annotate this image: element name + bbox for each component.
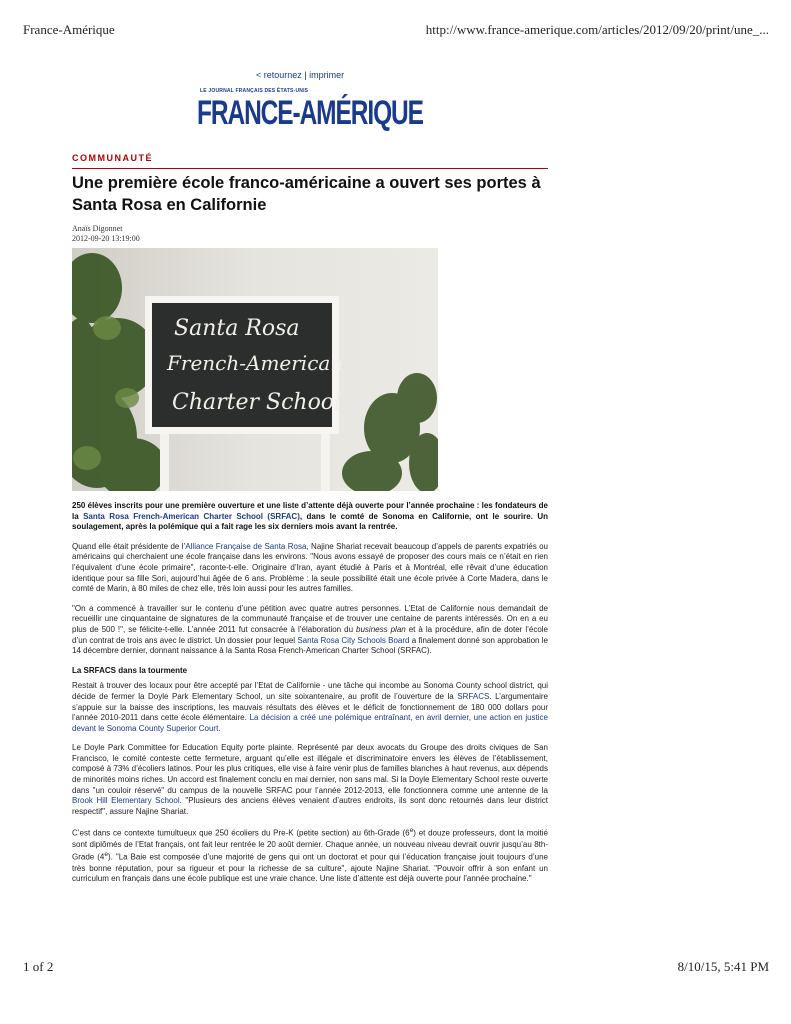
link-city-schools-board[interactable]: Santa Rosa City Schools Board (297, 635, 410, 645)
article-subhead: La SRFACS dans la tourmente (72, 665, 188, 675)
masthead-tagline: LE JOURNAL FRANÇAIS DES ÉTATS-UNIS (200, 88, 309, 94)
nav-separator: | (304, 70, 307, 80)
link-alliance-francaise[interactable]: Alliance Française de Santa Rosa (185, 541, 307, 551)
link-srfacs[interactable]: SRFACS (457, 691, 490, 701)
photo-illustration (72, 248, 438, 491)
masthead-wordmark: FRANCE-AMÉRIQUE (197, 94, 423, 132)
paragraph-1: Quand elle était présidente de l’Alliance Française de Santa Rosa, Najine Shariat recevait beaucoup d’appels de parents expatriés ou américains qui cherchaient une école française dans les environs. "Nous avons essayé de proposer des cours mais ce n’était en rien l’équivalent d’une école primaire", raconte-t-elle. Originaire d’Iran, ayant étudié à Paris et à Montréal, elle rêvait d’une éducation identique pour sa fille Sori, aujourd’hui âgée de 6 ans. Problème : la seule possibilité était une école privée à Corte Madera, dans le comté de Marin, à 80 miles de chez elle, très loin aussi pour les autres familles. (72, 541, 548, 594)
print-link[interactable]: imprimer (309, 70, 345, 80)
print-footer-datetime: 8/10/15, 5:41 PM (677, 959, 769, 974)
paragraph-5: C’est dans ce contexte tumultueux que 250 écoliers du Pre-K (petite section) au 6th-Grade (6e) et douze professeurs, dont la moitié sont diplômés de l’Etat français, ont fait leur rentrée le 20 août dernier. Chaque année, un nouveau niveau devrait ouvrir jusqu’au 8th-Grade (4e). "La Baie est composée d’une majorité de gens qui ont un doctorat et pour qui l’éducation française jouit toujours d’une très bonne réputation, pour sa rigueur et pour la richesse de sa culture", ajoute Najine Shariat. "Pouvoir offrir à son enfant un curriculum en français dans une école publique est une vraie chance. Une liste d’attente est déjà ouverte pour l’année prochaine." (72, 827, 549, 884)
article-date: 2012-09-20 13:19:00 (72, 234, 140, 243)
link-srfac[interactable]: Santa Rosa French-American Charter School (SRFAC) (83, 511, 300, 521)
link-brook-hill[interactable]: Brook Hill Elementary School (72, 796, 180, 806)
article-title: Une première école franco-américaine a ouvert ses portes à Santa Rosa en Californie (72, 174, 541, 214)
article-lead: 250 élèves inscrits pour une première ouverture et une liste d’attente déjà ouverte pour l’année prochaine : les fondateurs de la Santa Rosa French-American Charter School (SRFAC), dans le comté de Sonoma en Californie, ont le sourire. Un soulagement, après la polémique qui a fait rage les six derniers mois avant la rentrée. (72, 501, 549, 532)
article-photo (72, 248, 438, 491)
article-body (72, 501, 548, 894)
svg-text:Santa Rosa: Santa Rosa (174, 316, 300, 341)
back-link[interactable]: < retournez (256, 70, 302, 80)
print-header-url: http://www.france-amerique.com/articles/2012/09/20/print/une_... (425, 22, 769, 37)
section-header (72, 148, 548, 169)
paragraph-2: "On a commencé à travailler sur le contenu d’une pétition avec quatre autres personnes. L’Etat de Californie nous demandait de recueillir une cinquantaine de signatures de la communauté française et de trouver une centaine de parents intéressés. On en a eu plus de 500 !", se félicite-t-elle. L’année 2011 fut consacrée à l’élaboration du business plan et à la procédure, afin de doter l’école d’un contrat de trois ans avec le district. Un dossier pour lequel Santa Rosa City Schools Board a finalement donné son approbation le 14 décembre dernier, donnant naissance à la Santa Rosa French-American Charter School (SRFAC). (72, 603, 549, 656)
link-lawsuit[interactable]: La décision a créé une polémique entraînant, en avril dernier, une action en justice devant le Sonoma County Superior Court. (72, 713, 549, 733)
paragraph-4: Le Doyle Park Committee for Education Equity porte plainte. Représenté par deux avocats du Groupe des droits civiques de San Francisco, le comité conteste cette fermeture, arguant qu’elle est illégale et discriminatoire envers les élèves de l’établissement, composé à 73% d’écoliers latinos. Pour les plus critiques, elle vise à faire venir plus de familles blanches à haut revenus, aux dépends de minorités moins riches. Un accord est finalement conclu en mai dernier, non sans mal. Si la Doyle Elementary School reste ouverte dans "un couloir réservé" du campus de la nouvelle SRFAC pour l’année 2012-2013, elle fonctionnera comme une antenne de la Brook Hill Elementary School. "Plusieurs des anciens élèves venaient d’autres endroits, ils sont donc retournés dans leur district respectif", assure Najine Shariat. (72, 743, 548, 816)
paragraph-3: Restait à trouver des locaux pour être accepté par l’Etat de Californie - une tâche qui incombe au Sonoma County school district, qui décide de fermer la Doyle Park Elementary School, un site soixantenaire, au profit de l’ouverture de la SRFACS. L’argumentaire s’appuie sur la baisse des inscriptions, les mauvais résultats des élèves et le déficit de fonctionnement de 180 000 dollars pour l’année 2010-2011 dans cette école élémentaire. La décision a créé une polémique entraînant, en avril dernier, une action en justice devant le Sonoma County Superior Court. (72, 681, 549, 733)
section-label: COMMUNAUTÉ (72, 153, 153, 163)
masthead-logo[interactable] (197, 88, 423, 136)
print-header-site: France-Amérique (23, 22, 115, 37)
article-byline (72, 224, 140, 244)
article-nav (256, 70, 344, 80)
article-author: Anaïs Digonnet (72, 224, 123, 233)
svg-text:Charter School: Charter School (172, 390, 342, 415)
svg-text:French-American: French-American (167, 351, 344, 375)
print-footer-page: 1 of 2 (23, 959, 54, 974)
